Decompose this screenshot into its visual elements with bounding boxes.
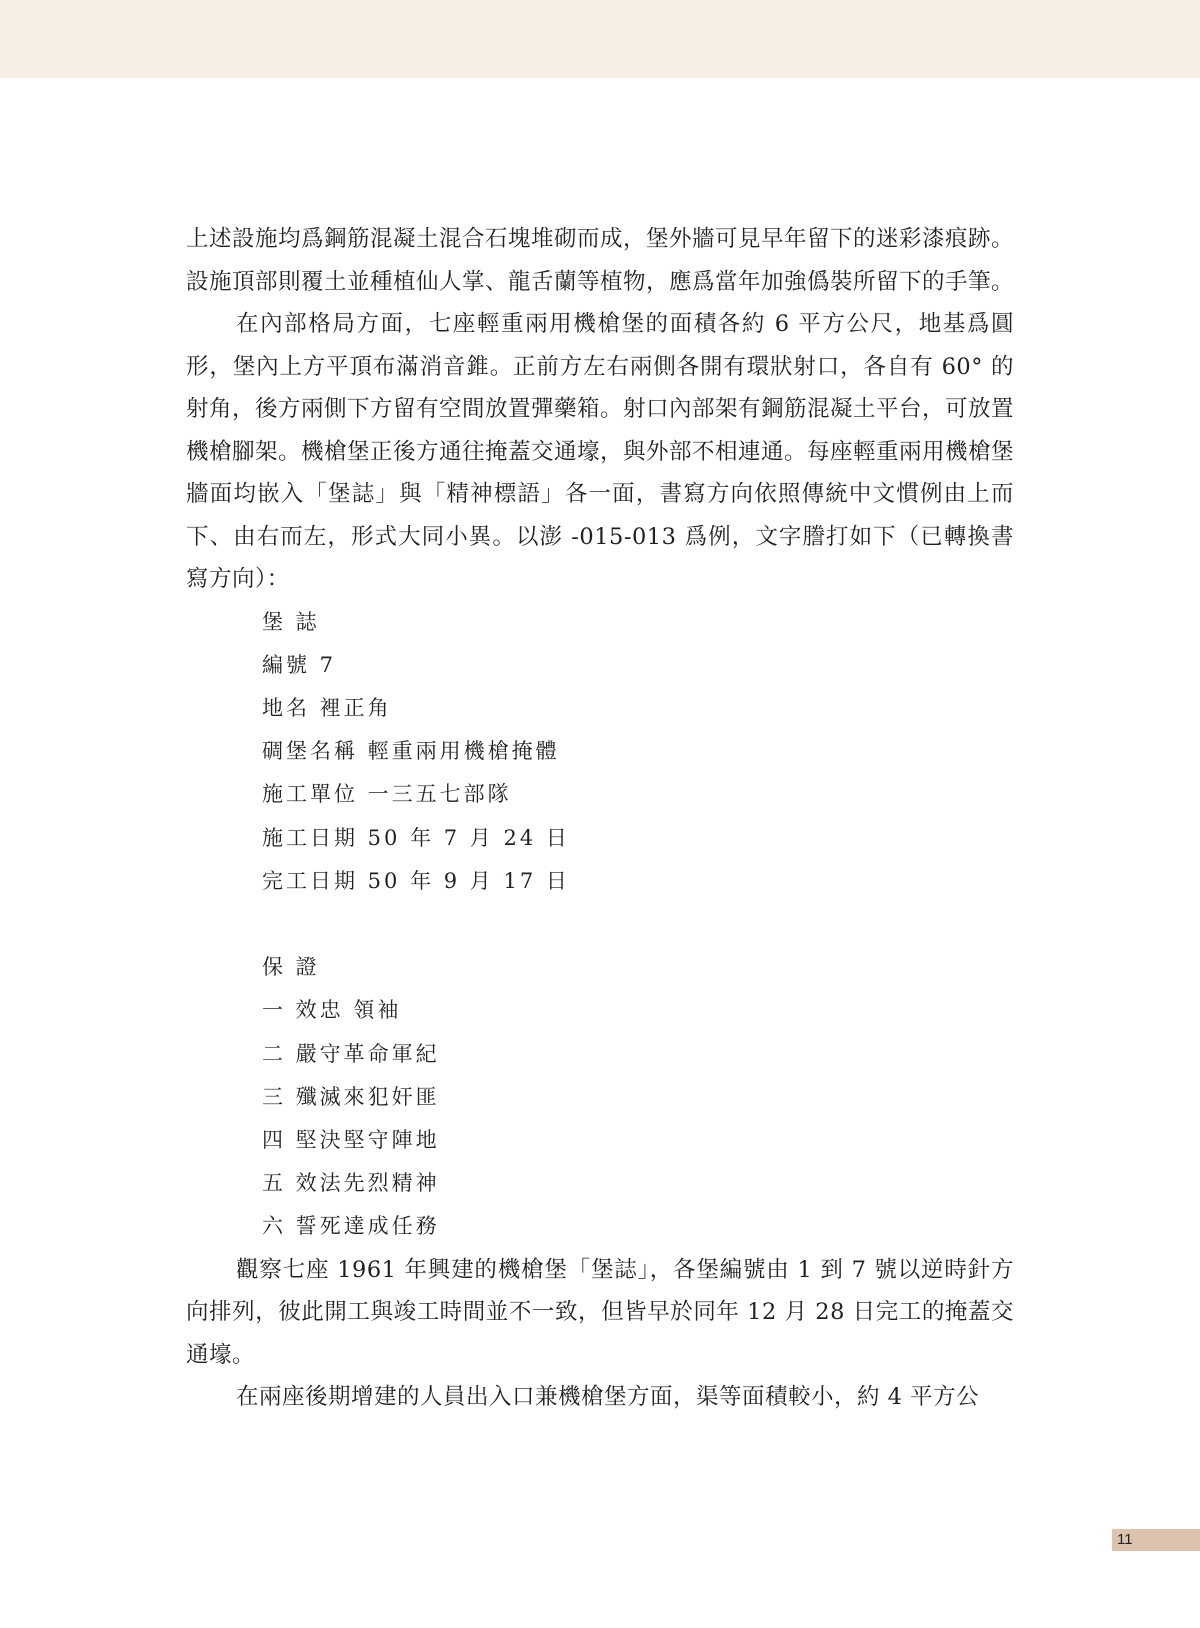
inscription-record-title: 堡 誌 — [262, 609, 320, 634]
page-number: 11 — [1117, 1531, 1133, 1548]
inscription-pledge-line: 五 效法先烈精神 — [262, 1171, 440, 1196]
inscription-pledge-line: 四 堅決堅守陣地 — [262, 1127, 440, 1152]
inscription-pledge-line: 六 誓死達成任務 — [262, 1214, 440, 1239]
inscription-record-line: 施工日期 50 年 7 月 24 日 — [262, 825, 570, 850]
inscription-record-line: 完工日期 50 年 9 月 17 日 — [262, 868, 570, 893]
inscription-record-line: 施工單位 一三五七部隊 — [262, 782, 512, 807]
block-spacer — [262, 903, 1014, 946]
paragraph-observation: 觀察七座 1961 年興建的機槍堡「堡誌」，各堡編號由 1 到 7 號以逆時針方向排列，彼此開工與竣工時間並不一致，但皆早於同年 12 月 28 日完工的掩蓋交通壕。 — [186, 1256, 1014, 1368]
inscription-record-line: 編號 7 — [262, 652, 337, 677]
inscription-record-line: 碉堡名稱 輕重兩用機槍掩體 — [262, 739, 560, 764]
inscription-pledge-line: 三 殲滅來犯奸匪 — [262, 1084, 440, 1109]
inscription-pledge-line: 二 嚴守革命軍紀 — [262, 1041, 440, 1066]
top-header-band — [0, 0, 1200, 78]
paragraph-interior-layout: 在內部格局方面，七座輕重兩用機槍堡的面積各約 6 平方公尺，地基爲圓形，堡內上方平頂布滿消音錐。正前方左右兩側各開有環狀射口，各自有 60° 的射角，後方兩側下方留有空間放置彈藥箱。射口內部架有鋼筋混凝土平台，可放置機槍腳架。機槍堡正後方通往掩蓋交通壕，與外部不相連通。每座輕重兩用機槍堡牆面均嵌入「堡誌」與「精神標語」各一面，書寫方向依照傳統中文慣例由上而下、由右而左，形式大同小異。以澎 -015-013 爲例，文字謄打如下（已轉換書寫方向）： — [186, 311, 1015, 592]
inscription-pledge-title: 保 證 — [262, 955, 320, 980]
paragraph-later-bunkers: 在兩座後期增建的人員出入口兼機槍堡方面，渠等面積較小，約 4 平方公 — [236, 1384, 980, 1411]
inscription-record-block — [186, 601, 1014, 1249]
inscription-pledge-line: 一 效忠 領袖 — [262, 998, 402, 1023]
page-body — [186, 218, 1014, 1419]
inscription-record-line: 地名 裡正角 — [262, 695, 392, 720]
paragraph-camouflage: 上述設施均爲鋼筋混凝土混合石塊堆砌而成，堡外牆可見早年留下的迷彩漆痕跡。設施頂部則覆土並種植仙人掌、龍舌蘭等植物，應爲當年加強僞裝所留下的手筆。 — [186, 226, 1015, 295]
